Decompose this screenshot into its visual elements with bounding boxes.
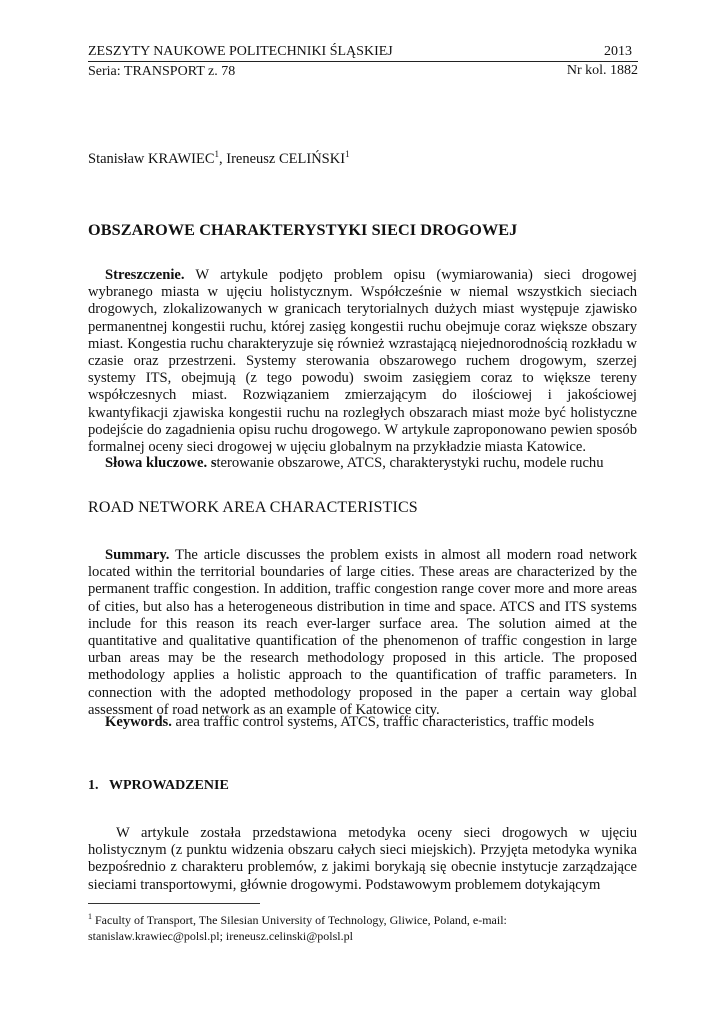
keywords-pl-text: terowanie obszarowe, ATCS, charakterystyki ruchu, modele ruchu [216,455,604,471]
abstract-en-label: Summary. [105,547,170,563]
section-number: 1. [88,778,99,793]
series-header [88,61,638,80]
section-heading [88,777,637,794]
running-header [88,43,638,60]
series-name: Seria: TRANSPORT z. 78 [88,64,236,79]
keywords-pl-first-letter: s [210,455,217,471]
intro-paragraph: W artykule została przedstawiona metodyka oceny sieci drogowych w ujęciu holistycznym (z punktu widzenia obszaru całych sieci miejskich). Przyjęta metodyka wynika bezpośrednio z charakteru problemów, z jakimi borykają się obecnie instytucje zarządzające sieciami transportowymi, głównie drogowymi. Podstawowym problemem dotykającym [88,825,637,893]
section-title: WPROWADZENIE [109,778,229,793]
abstract-pl-label: Streszczenie. [105,267,185,283]
author-2-affiliation-mark: 1 [345,149,350,159]
keywords-en-text: area traffic control systems, ATCS, traffic characteristics, traffic models [171,714,595,730]
paper-title: OBSZAROWE CHARAKTERYSTYKI SIECI DROGOWEJ [88,221,518,239]
footnote-emails: stanislaw.krawiec@polsl.pl; ireneusz.celinski@polsl.pl [88,928,353,943]
footnote [88,909,648,944]
paper-title-en: ROAD NETWORK AREA CHARACTERISTICS [88,499,418,516]
author-1: Stanisław KRAWIEC [88,150,215,167]
abstract-pl [88,267,637,456]
author-2: Ireneusz CELIŃSKI [226,150,346,167]
keywords-pl [88,455,637,472]
abstract-en [88,547,637,719]
keywords-en-label: Keywords. [105,714,172,730]
authors [88,146,637,168]
keywords-en [88,714,637,731]
abstract-en-text: The article discusses the problem exists in almost all modern road network located within the territorial boundaries of large cities. These areas are characterized by the permanent traffic congestion. In addition, traffic congestion range cover more and more areas of cities, but also has a heterogeneous distribution in time and space. ATCS and ITS systems include for this reason its reach ever-larger surface area. The solution aimed at the quantitative and qualitative quantification of the phenomenon of traffic congestion in large urban areas may be the research methodology proposed in this article. The proposed methodology applies a holistic approach to the quantification of traffic parameters. In connection with the adopted methodology proposed in the paper a certain way global assessment of road network as an example of Katowice city. [88,547,637,718]
footnote-line-1 [88,909,648,929]
keywords-pl-label: Słowa kluczowe. [105,455,208,471]
footnote-separator [88,903,260,904]
footnote-mark: 1 [88,912,92,921]
author-1-affiliation-mark: 1 [214,149,220,159]
author-separator: , [219,150,227,167]
abstract-pl-text: W artykule podjęto problem opisu (wymiarowania) sieci drogowej wybranego miasta w ujęciu holistycznym. Współcześnie w niemal wszystkich sieciach drogowych, zlokalizowanych w granicach terytorialnych dużych miast występuje zjawisko permanentnej kongestii ruchu, której zasięg kongestii ruchu obejmuje coraz większe obszary miast. Kongestia ruchu charakteryzuje się również wzrastającą niejednorodnością rozkładu w czasie oraz przestrzeni. Systemy sterowania obszarowego ruchem drogowym, szerzej systemy ITS, obejmują (z tego powodu) swoim zasięgiem coraz to większe tereny współczesnych miast. Rozwiązaniem zmierzającym do ilościowej i jakościowej kwantyfikacji zjawiska kongestii ruchu na rozległych obszarach miast może być holistyczne podejście do zagadnienia opisu ruchu drogowego. W artykule zaproponowano pewien sposób formalnej oceny sieci drogowej w ujęciu globalnym na przykładzie miasta Katowice. [88,267,637,456]
journal-name: ZESZYTY NAUKOWE POLITECHNIKI ŚLĄSKIEJ [88,44,393,59]
footnote-affiliation: Faculty of Transport, The Silesian University of Technology, Gliwice, Poland, e-mail: [92,913,507,927]
issue-number: Nr kol. 1882 [566,63,638,78]
journal-year: 2013 [604,44,632,59]
intro-paragraph-wrap [88,825,637,894]
